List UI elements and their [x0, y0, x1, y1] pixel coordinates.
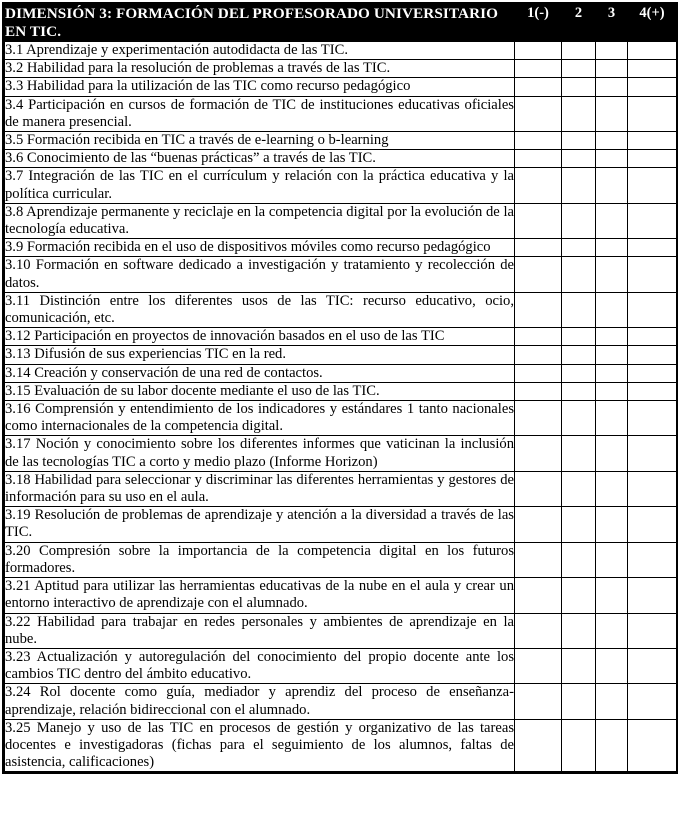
item-text: 3.4 Participación en cursos de formación de TIC de instituciones educativas oficiales de manera presencial. [5, 96, 514, 130]
rating-checkbox-cell-2[interactable] [562, 78, 596, 96]
rating-checkbox-cell-2[interactable] [562, 382, 596, 400]
rating-checkbox-cell-3[interactable] [596, 507, 628, 542]
rating-checkbox-cell-1[interactable] [515, 684, 562, 719]
rating-checkbox-cell-3[interactable] [596, 382, 628, 400]
item-text: 3.22 Habilidad para trabajar en redes personales y ambientes de aprendizaje en la nube. [5, 613, 514, 647]
rating-checkbox-cell-1[interactable] [515, 346, 562, 364]
rating-checkbox-cell-3[interactable] [596, 150, 628, 168]
table-row [4, 507, 678, 542]
item-text: 3.7 Integración de las TIC en el currículum y relación con la práctica educativa y la política curricular. [5, 168, 514, 202]
scale-header-3: 3 [596, 4, 628, 42]
rating-checkbox-cell-2[interactable] [562, 132, 596, 150]
rating-checkbox-cell-2[interactable] [562, 613, 596, 648]
rating-checkbox-cell-3[interactable] [596, 42, 628, 60]
rating-checkbox-cell-2[interactable] [562, 42, 596, 60]
item-text: 3.10 Formación en software dedicado a investigación y tratamiento y recolección de datos. [5, 257, 514, 291]
table-row [4, 168, 678, 203]
item-text: 3.8 Aprendizaje permanente y reciclaje en la competencia digital por la evolución de la tecnología educativa. [5, 203, 514, 238]
rating-checkbox-cell-3[interactable] [596, 168, 628, 203]
rating-checkbox-cell-1[interactable] [515, 436, 562, 471]
item-text: 3.18 Habilidad para seleccionar y discriminar las diferentes herramientas y gestores de información para su uso en el aula. [5, 471, 514, 506]
rating-checkbox-cell-1[interactable] [515, 719, 562, 773]
rating-checkbox-cell-2[interactable] [562, 542, 596, 577]
rating-checkbox-cell-2[interactable] [562, 471, 596, 506]
item-text: 3.14 Creación y conservación de una red de contactos. [4, 364, 515, 382]
rating-checkbox-cell-3[interactable] [596, 648, 628, 683]
table-row [4, 42, 678, 60]
item-text: 3.25 Manejo y uso de las TIC en procesos de gestión y organizativo de las tareas docentes e investigadoras (fichas para el seguimiento de los alumnos, faltas de asistencia, calificaciones) [4, 719, 515, 773]
item-text: 3.24 Rol docente como guía, mediador y aprendiz del proceso de enseñanza-aprendizaje, relación bidireccional con el alumnado. [5, 684, 514, 718]
table-row [4, 203, 678, 238]
rating-checkbox-cell-3[interactable] [596, 257, 628, 292]
rating-checkbox-cell-1[interactable] [515, 648, 562, 683]
rating-checkbox-cell-3[interactable] [596, 613, 628, 648]
item-text: 3.12 Participación en proyectos de innovación basados en el uso de las TIC [4, 328, 515, 346]
rating-checkbox-cell-2[interactable] [562, 436, 596, 471]
rating-checkbox-cell-2[interactable] [562, 96, 596, 131]
item-text: 3.1 Aprendizaje y experimentación autodidacta de las TIC. [4, 42, 515, 60]
table-row [4, 719, 678, 773]
rating-checkbox-cell-4[interactable] [628, 257, 678, 292]
rating-checkbox-cell-2[interactable] [562, 401, 596, 436]
rating-checkbox-cell-1[interactable] [515, 239, 562, 257]
rating-checkbox-cell-2[interactable] [562, 648, 596, 683]
rating-checkbox-cell-3[interactable] [596, 239, 628, 257]
rating-checkbox-cell-2[interactable] [562, 150, 596, 168]
rating-checkbox-cell-1[interactable] [515, 471, 562, 506]
rating-checkbox-cell-1[interactable] [515, 401, 562, 436]
rating-checkbox-cell-1[interactable] [515, 60, 562, 78]
item-text: 3.6 Conocimiento de las “buenas prácticas” a través de las TIC. [4, 150, 515, 168]
rating-checkbox-cell-4[interactable] [628, 239, 678, 257]
rating-checkbox-cell-3[interactable] [596, 684, 628, 719]
rating-checkbox-cell-2[interactable] [562, 168, 596, 203]
rating-checkbox-cell-4[interactable] [628, 578, 678, 613]
item-text: 3.2 Habilidad para la resolución de problemas a través de las TIC. [4, 60, 515, 78]
rating-checkbox-cell-4[interactable] [628, 684, 678, 719]
rating-checkbox-cell-3[interactable] [596, 578, 628, 613]
rating-checkbox-cell-3[interactable] [596, 292, 628, 327]
rating-checkbox-cell-3[interactable] [596, 203, 628, 238]
table-row [4, 542, 678, 577]
item-text: 3.11 Distinción entre los diferentes usos de las TIC: recurso educativo, ocio, comunicación, etc. [5, 292, 514, 327]
rating-checkbox-cell-3[interactable] [596, 96, 628, 131]
rating-checkbox-cell-4[interactable] [628, 382, 678, 400]
dimension-title: DIMENSIÓN 3: FORMACIÓN DEL PROFESORADO UNIVERSITARIO EN TIC. [4, 4, 515, 42]
rating-checkbox-cell-1[interactable] [515, 542, 562, 577]
rating-checkbox-cell-1[interactable] [515, 613, 562, 648]
table-row [4, 78, 678, 96]
rating-checkbox-cell-2[interactable] [562, 364, 596, 382]
rating-checkbox-cell-3[interactable] [596, 364, 628, 382]
item-text: 3.21 Aptitud para utilizar las herramientas educativas de la nube en el aula y crear un entorno interactivo de aprendizaje con el alumnado. [5, 578, 514, 612]
rating-checkbox-cell-4[interactable] [628, 648, 678, 683]
rating-checkbox-cell-1[interactable] [515, 150, 562, 168]
rating-checkbox-cell-4[interactable] [628, 328, 678, 346]
rating-checkbox-cell-4[interactable] [628, 60, 678, 78]
scale-header-2: 2 [562, 4, 596, 42]
rating-checkbox-cell-2[interactable] [562, 292, 596, 327]
rating-checkbox-cell-2[interactable] [562, 578, 596, 613]
rating-checkbox-cell-1[interactable] [515, 292, 562, 327]
rating-checkbox-cell-3[interactable] [596, 719, 628, 773]
table-row [4, 436, 678, 471]
table-row [4, 401, 678, 436]
rating-checkbox-cell-4[interactable] [628, 507, 678, 542]
rating-checkbox-cell-2[interactable] [562, 684, 596, 719]
rating-checkbox-cell-1[interactable] [515, 132, 562, 150]
rating-checkbox-cell-4[interactable] [628, 364, 678, 382]
rating-checkbox-cell-3[interactable] [596, 60, 628, 78]
item-text: 3.20 Compresión sobre la importancia de la competencia digital en los futuros formadores. [5, 542, 514, 576]
table-row [4, 346, 678, 364]
rating-checkbox-cell-2[interactable] [562, 346, 596, 364]
rating-checkbox-cell-4[interactable] [628, 436, 678, 471]
table-row [4, 613, 678, 648]
rating-checkbox-cell-4[interactable] [628, 471, 678, 506]
rating-checkbox-cell-2[interactable] [562, 719, 596, 773]
rating-checkbox-cell-3[interactable] [596, 346, 628, 364]
item-text: 3.3 Habilidad para la utilización de las TIC como recurso pedagógico [4, 78, 515, 96]
table-row [4, 60, 678, 78]
rating-checkbox-cell-4[interactable] [628, 96, 678, 131]
questionnaire-items [4, 42, 678, 773]
rating-checkbox-cell-3[interactable] [596, 328, 628, 346]
table-row [4, 684, 678, 719]
item-text: 3.17 Noción y conocimiento sobre los diferentes informes que vaticinan la inclusión de las tecnologías TIC a corto y medio plazo (Informe Horizon) [5, 436, 514, 470]
table-row [4, 292, 678, 327]
rating-checkbox-cell-1[interactable] [515, 96, 562, 131]
rating-checkbox-cell-1[interactable] [515, 382, 562, 400]
rating-checkbox-cell-2[interactable] [562, 239, 596, 257]
table-row [4, 382, 678, 400]
rating-checkbox-cell-1[interactable] [515, 578, 562, 613]
rating-checkbox-cell-1[interactable] [515, 328, 562, 346]
rating-checkbox-cell-4[interactable] [628, 203, 678, 238]
rating-checkbox-cell-4[interactable] [628, 613, 678, 648]
table-row [4, 578, 678, 613]
rating-checkbox-cell-4[interactable] [628, 150, 678, 168]
item-text: 3.16 Comprensión y entendimiento de los indicadores y estándares 1 tanto nacionales como internacionales de la competencia digital. [5, 401, 514, 435]
rating-checkbox-cell-4[interactable] [628, 42, 678, 60]
table-row [4, 471, 678, 506]
table-row [4, 239, 678, 257]
rating-checkbox-cell-2[interactable] [562, 507, 596, 542]
table-row [4, 150, 678, 168]
table-row [4, 96, 678, 131]
rating-checkbox-cell-3[interactable] [596, 78, 628, 96]
rating-checkbox-cell-3[interactable] [596, 401, 628, 436]
rating-checkbox-cell-2[interactable] [562, 328, 596, 346]
rating-checkbox-cell-4[interactable] [628, 292, 678, 327]
rating-checkbox-cell-1[interactable] [515, 78, 562, 96]
item-text: 3.19 Resolución de problemas de aprendizaje y atención a la diversidad a través de las TIC. [5, 507, 514, 541]
item-text: 3.9 Formación recibida en el uso de dispositivos móviles como recurso pedagógico [4, 239, 515, 257]
questionnaire-table [2, 2, 678, 774]
rating-checkbox-cell-1[interactable] [515, 168, 562, 203]
item-text: 3.15 Evaluación de su labor docente mediante el uso de las TIC. [4, 382, 515, 400]
rating-checkbox-cell-1[interactable] [515, 364, 562, 382]
item-text: 3.5 Formación recibida en TIC a través de e-learning o b-learning [4, 132, 515, 150]
rating-checkbox-cell-4[interactable] [628, 542, 678, 577]
rating-checkbox-cell-4[interactable] [628, 719, 678, 773]
scale-header-1: 1(-) [515, 4, 562, 42]
table-row [4, 132, 678, 150]
rating-checkbox-cell-3[interactable] [596, 471, 628, 506]
rating-checkbox-cell-4[interactable] [628, 168, 678, 203]
rating-checkbox-cell-2[interactable] [562, 60, 596, 78]
table-row [4, 257, 678, 292]
rating-checkbox-cell-4[interactable] [628, 401, 678, 436]
rating-checkbox-cell-3[interactable] [596, 436, 628, 471]
rating-checkbox-cell-2[interactable] [562, 257, 596, 292]
rating-checkbox-cell-4[interactable] [628, 346, 678, 364]
rating-checkbox-cell-4[interactable] [628, 78, 678, 96]
item-text: 3.23 Actualización y autoregulación del conocimiento del propio docente ante los cambios TIC dentro del ámbito educativo. [5, 648, 514, 683]
rating-checkbox-cell-1[interactable] [515, 42, 562, 60]
rating-checkbox-cell-4[interactable] [628, 132, 678, 150]
rating-checkbox-cell-3[interactable] [596, 132, 628, 150]
item-text: 3.13 Difusión de sus experiencias TIC en la red. [4, 346, 515, 364]
rating-checkbox-cell-2[interactable] [562, 203, 596, 238]
scale-header-4: 4(+) [628, 4, 678, 42]
rating-checkbox-cell-1[interactable] [515, 257, 562, 292]
dimension-header-row [4, 4, 678, 42]
table-row [4, 364, 678, 382]
rating-checkbox-cell-3[interactable] [596, 542, 628, 577]
table-row [4, 328, 678, 346]
rating-checkbox-cell-1[interactable] [515, 203, 562, 238]
rating-checkbox-cell-1[interactable] [515, 507, 562, 542]
table-row [4, 648, 678, 683]
